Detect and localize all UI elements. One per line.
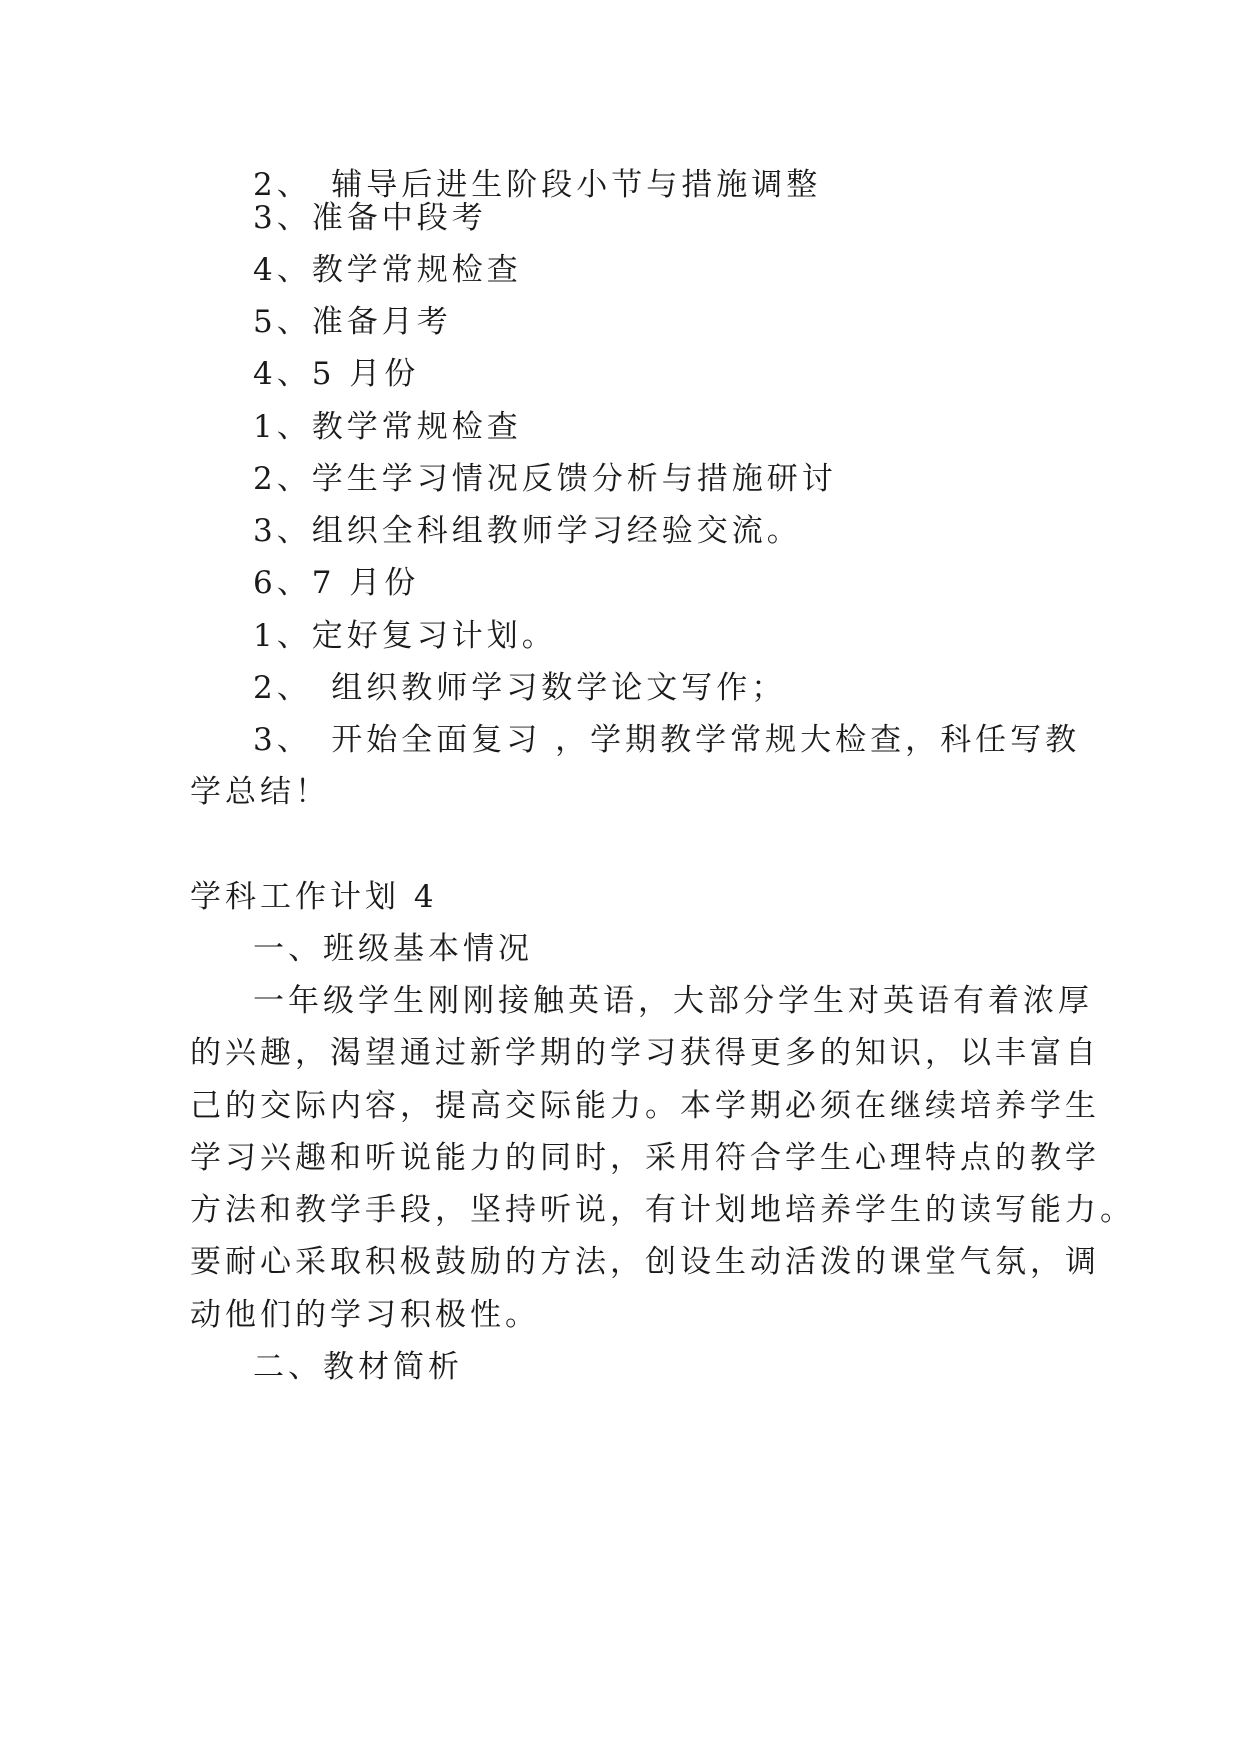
paragraph-line: 一年级学生刚刚接触英语，大部分学生对英语有着浓厚 [253, 983, 1093, 1019]
list-item: 6、7 月份 [253, 565, 420, 601]
paragraph-line: 要耐心采取积极鼓励的方法，创设生动活泼的课堂气氛，调 [190, 1244, 1100, 1280]
list-item: 1、教学常规检查 [253, 409, 522, 445]
section-title: 学科工作计划 4 [190, 879, 438, 915]
list-item: 2、 辅导后进生阶段小节与措施调整 [253, 167, 822, 203]
list-item: 5、准备月考 [253, 304, 452, 340]
list-item: 4、5 月份 [253, 356, 420, 392]
list-item-continuation: 学总结！ [190, 774, 330, 810]
paragraph-line: 的兴趣，渴望通过新学期的学习获得更多的知识，以丰富自 [190, 1035, 1100, 1071]
heading: 一、班级基本情况 [253, 931, 533, 967]
list-item: 3、准备中段考 [253, 200, 487, 236]
paragraph-line: 己的交际内容，提高交际能力。本学期必须在继续培养学生 [190, 1088, 1100, 1124]
list-item: 4、教学常规检查 [253, 252, 522, 288]
list-item: 3、 开始全面复习 ，学期教学常规大检查，科任写教 [253, 722, 1081, 758]
list-item: 1、定好复习计划。 [253, 618, 557, 654]
list-item: 3、组织全科组教师学习经验交流。 [253, 513, 802, 549]
list-item: 2、学生学习情况反馈分析与措施研讨 [253, 461, 837, 497]
paragraph-line: 学习兴趣和听说能力的同时，采用符合学生心理特点的教学 [190, 1140, 1100, 1176]
list-item: 2、 组织教师学习数学论文写作； [253, 670, 787, 706]
heading: 二、教材简析 [253, 1349, 463, 1385]
paragraph-line: 方法和教学手段，坚持听说，有计划地培养学生的读写能力。 [190, 1192, 1135, 1228]
paragraph-line: 动他们的学习积极性。 [190, 1297, 540, 1333]
